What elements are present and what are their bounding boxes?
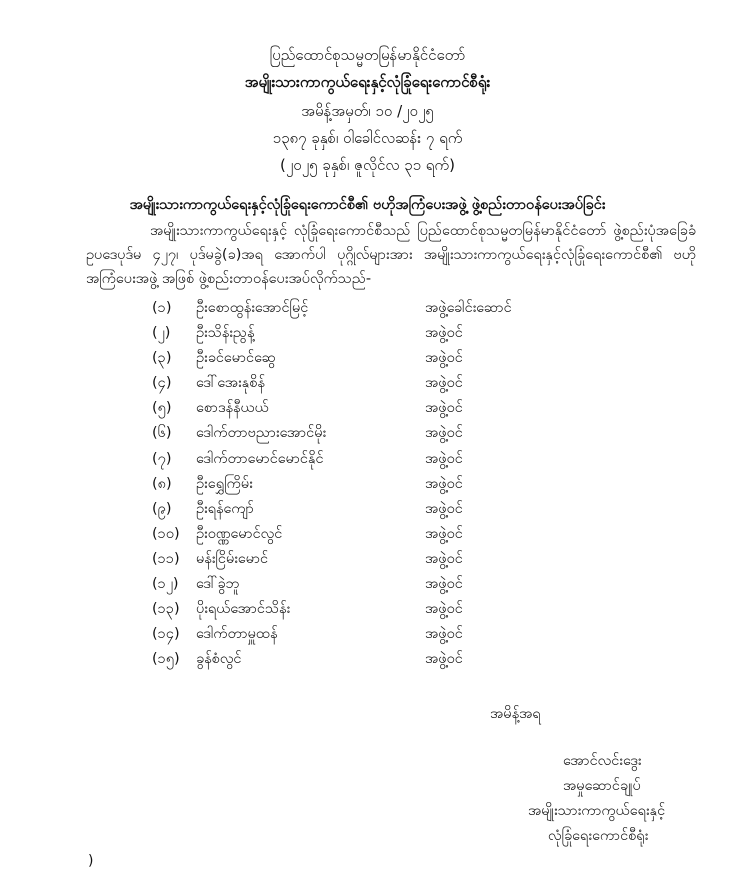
member-role: အဖွဲ့ဝင် — [425, 450, 463, 467]
signatory-name: အောင်လင်းဒွေး — [563, 753, 642, 769]
member-name: ဒေါ်အေးနုစိန် — [196, 375, 265, 392]
member-row — [0, 572, 735, 597]
member-number: (၄) — [152, 375, 172, 392]
header-line-1: ပြည်ထောင်စုသမ္မတမြန်မာနိုင်ငံတော် — [269, 46, 466, 64]
member-role: အဖွဲ့ဝင် — [425, 626, 463, 643]
member-name: ဒေါက်တာဗညားအောင်မိုး — [196, 425, 327, 442]
member-number: (၁၄) — [152, 626, 180, 643]
subject-line: အမျိုးသားကာကွယ်ရေးနှင့်လုံခြုံရေးကောင်စီ၏ ဗဟိုအကြံပေးအဖွဲ့ ဖွဲ့စည်းတာဝန်ပေးအပ်ခြင်း — [129, 197, 606, 213]
member-role: အဖွဲ့ဝင် — [425, 651, 463, 668]
member-role: အဖွဲ့ဝင် — [425, 475, 463, 492]
member-role: အဖွဲ့ဝင် — [425, 601, 463, 618]
member-number: (၁၁) — [152, 550, 180, 567]
by-order: အမိန့်အရ — [490, 706, 541, 722]
member-role: အဖွဲ့ဝင် — [425, 550, 463, 567]
member-number: (၆) — [152, 425, 172, 442]
member-row — [0, 447, 735, 472]
member-name: ဦးသိန်းညွန့် — [196, 325, 255, 342]
member-role: အဖွဲ့ဝင် — [425, 400, 463, 417]
member-name: ခွန်စံလွင် — [196, 651, 242, 668]
member-number: (၂) — [152, 325, 171, 342]
member-name: ဒေါက်တာမှူထန် — [196, 626, 278, 643]
member-role: အဖွဲ့ဝင် — [425, 425, 463, 442]
member-name: ဦးခင်မောင်ဆွေ — [196, 350, 276, 367]
member-role: အဖွဲ့ဝင် — [425, 500, 463, 517]
member-number: (၁၅) — [152, 651, 180, 668]
member-row — [0, 497, 735, 522]
member-name: ဒေါ်ခွဲဘူ — [196, 576, 240, 593]
member-number: (၁၀) — [152, 525, 180, 542]
member-row — [0, 396, 735, 421]
body-paragraph: အမျိုးသားကာကွယ်ရေးနှင့် လုံခြုံရေးကောင်စီသည် ပြည်ထောင်စုသမ္မတမြန်မာနိုင်ငံတော် ဖွဲ့စည်းပုံအခြေခံဥပဒေပုဒ်မ ၄၂၇၊ ပုဒ်မခွဲ(ခ)အရ အောက်ပါ ပုဂ္ဂိုလ်များအား အမျိုးသားကာကွယ်ရေးနှင့်လုံခြုံရေးကောင်စီ၏ ဗဟိုအကြံပေးအဖွဲ့ အဖြစ် ဖွဲ့စည်းတာဝန်ပေးအပ်လိုက်သည်- — [86, 223, 696, 287]
member-name: ပိုးရယ်အောင်သိန်း — [196, 601, 291, 618]
member-row — [0, 321, 735, 346]
member-row — [0, 346, 735, 371]
member-number: (၁၂) — [152, 576, 179, 593]
member-row — [0, 597, 735, 622]
member-row — [0, 547, 735, 572]
member-number: (၁) — [152, 300, 172, 316]
signatory-title: အမှုဆောင်ချုပ် — [563, 778, 641, 794]
member-row — [0, 647, 735, 672]
member-row — [0, 421, 735, 446]
member-role: အဖွဲ့ဝင် — [425, 525, 463, 542]
signatory-office-line-2: လုံခြုံရေးကောင်စီရုံး — [548, 828, 649, 844]
member-role: အဖွဲ့ဝင် — [425, 375, 463, 392]
member-row — [0, 472, 735, 497]
member-number: (၃) — [152, 350, 172, 367]
member-number: (၁၃) — [152, 601, 180, 618]
member-row — [0, 522, 735, 547]
member-number: (၈) — [152, 475, 172, 492]
signatory-office-line-1: အမျိုးသားကာကွယ်ရေးနှင့် — [528, 803, 666, 819]
member-role: အဖွဲ့ဝင် — [425, 576, 463, 593]
member-name: ဦးစောထွန်းအောင်မြင့် — [196, 300, 309, 316]
header-line-2: အမျိုးသားကာကွယ်ရေးနှင့်လုံခြုံရေးကောင်စီရုံး — [244, 73, 491, 91]
member-name: ဦးရန်ကျော် — [196, 500, 254, 517]
member-name: မန်းငြိမ်းမောင် — [196, 550, 269, 567]
member-row — [0, 296, 735, 321]
member-role: အဖွဲ့ဝင် — [425, 350, 463, 367]
member-number: (၅) — [152, 400, 172, 417]
date-gregorian: (၂၀၂၅ ခုနှစ်၊ ဇူလိုင်လ ၃၁ ရက်) — [280, 156, 455, 174]
member-name: စောဒန်နီယယ် — [196, 400, 269, 417]
member-row — [0, 622, 735, 647]
footer-mark: ) — [88, 853, 94, 869]
member-number: (၉) — [152, 500, 172, 517]
date-myanmar: ၁၃၈၇ ခုနှစ်၊ ဝါခေါင်လဆန်း ၇ ရက် — [272, 129, 463, 147]
member-name: ဦးဝဏ္ဏမောင်လွင် — [196, 525, 283, 542]
member-name: ဦးရွှေကြိမ်း — [196, 475, 253, 492]
member-row — [0, 371, 735, 396]
member-name: ဒေါက်တာမောင်မောင်နိုင် — [196, 450, 324, 467]
member-role: အဖွဲ့ဝင် — [425, 325, 463, 342]
order-number: အမိန့်အမှတ်၊ ၁၀ /၂၀၂၅ — [301, 102, 434, 120]
member-list — [0, 296, 735, 672]
member-number: (၇) — [152, 450, 172, 467]
member-role: အဖွဲ့ခေါင်းဆောင် — [425, 300, 512, 316]
